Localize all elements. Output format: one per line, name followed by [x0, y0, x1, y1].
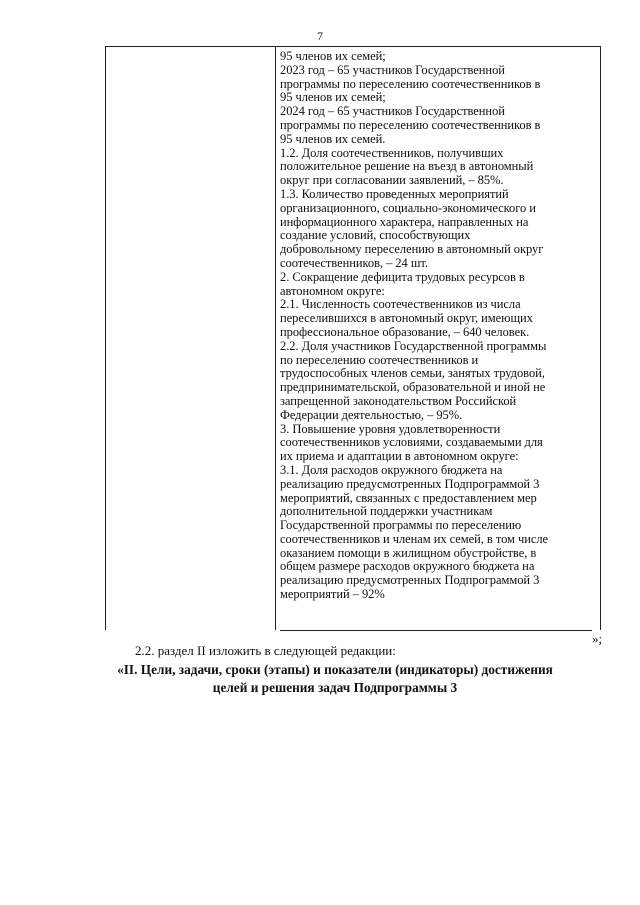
table-closing-quote: »;	[592, 631, 603, 646]
table-cell-line: 2023 год – 65 участников Государственной	[280, 62, 505, 77]
table-cell-line: дополнительной поддержки участникам	[280, 504, 493, 519]
table-cell-line: 2.1. Численность соотечественников из числа	[280, 297, 521, 312]
table-cell-line: оказанием помощи в жилищном обустройстве, в	[280, 545, 537, 560]
table-cell-line: 1.3. Количество проведенных мероприятий	[280, 186, 509, 201]
table-cell-line: предпринимательской, образовательной и иной не	[280, 380, 546, 395]
table-cell-line: программы по переселению соотечественников в	[280, 117, 541, 132]
table-cell-line: информационного характера, направленных на	[280, 214, 529, 229]
indicators-table	[105, 46, 601, 630]
table-cell-line: создание условий, способствующих	[280, 228, 471, 243]
table-cell-line: трудоспособных членов семьи, занятых трудовой,	[280, 366, 545, 381]
table-cell-line: Государственной программы по переселению	[280, 518, 522, 533]
section-heading	[90, 661, 580, 697]
table-cell-line: соотечественников условиями, создаваемыми для	[280, 435, 543, 450]
table-cell-line: 1.2. Доля соотечественников, получивших	[280, 145, 504, 160]
table-cell-line: программы по переселению соотечественников в	[280, 76, 541, 91]
table-cell-line: их приема и адаптации в автономном округе:	[280, 449, 519, 464]
section-heading-line-1: «II. Цели, задачи, сроки (этапы) и показатели (индикаторы) достижения	[117, 662, 553, 677]
amendment-instruction: 2.2. раздел II изложить в следующей редакции:	[135, 643, 396, 658]
table-cell-line: запрещенной законодательством Российской	[280, 393, 517, 408]
page-number: 7	[317, 29, 323, 43]
table-cell-line: организационного, социально-экономического и	[280, 200, 536, 215]
table-cell-line: 3.1. Доля расходов окружного бюджета на	[280, 462, 503, 477]
table-cell-line: округ при согласовании заявлений, – 85%.	[280, 173, 504, 188]
table-cell-line: положительное решение на въезд в автономный	[280, 159, 534, 174]
table-cell-line: 2. Сокращение дефицита трудовых ресурсов в	[280, 269, 525, 284]
table-cell-line: 95 членов их семей;	[280, 49, 386, 63]
table-cell-line: 2024 год – 65 участников Государственной	[280, 104, 505, 119]
table-cell-line: автономном округе:	[280, 283, 385, 298]
table-cell-line: мероприятий, связанных с предоставлением мер	[280, 490, 537, 505]
table-cell-line: общем размере расходов окружного бюджета на	[280, 559, 535, 574]
section-heading-line-2: целей и решения задач Подпрограммы 3	[212, 680, 458, 695]
table-cell-line: мероприятий – 92%	[280, 587, 385, 602]
table-bottom-rule	[280, 630, 592, 631]
table-cell-line: по переселению соотечественников и	[280, 352, 479, 367]
table-cell-line: реализацию предусмотренных Подпрограммой 3	[280, 476, 540, 491]
table-cell-line: 95 членов их семей;	[280, 90, 386, 105]
table-cell-line: соотечественников и членам их семей, в том числе	[280, 531, 549, 546]
table-cell-line: переселившихся в автономный округ, имеющих	[280, 311, 533, 326]
table-cell-line: профессиональное образование, – 640 человек.	[280, 324, 530, 339]
table-cell-line: добровольному переселению в автономный округ	[280, 242, 544, 257]
table-cell-line: 2.2. Доля участников Государственной программы	[280, 338, 547, 353]
table-right-cell	[280, 50, 598, 602]
table-cell-line: реализацию предусмотренных Подпрограммой 3	[280, 573, 540, 588]
table-cell-line: соотечественников, – 24 шт.	[280, 255, 428, 270]
table-cell-line: 3. Повышение уровня удовлетворенности	[280, 421, 501, 436]
table-cell-line: Федерации деятельностью, – 95%.	[280, 407, 463, 422]
table-cell-line: 95 членов их семей.	[280, 131, 386, 146]
table-left-column	[106, 47, 276, 630]
